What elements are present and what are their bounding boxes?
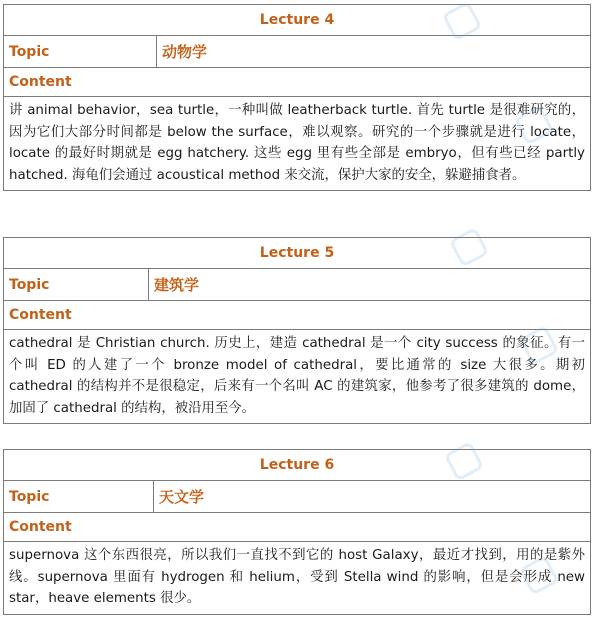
topic-row bbox=[4, 481, 590, 513]
topic-value: 建筑学 bbox=[154, 276, 200, 294]
lecture-5-table bbox=[3, 237, 591, 424]
topic-label: Topic bbox=[4, 36, 157, 67]
content-label: Content bbox=[4, 513, 590, 542]
content-label: Content bbox=[4, 68, 590, 97]
content-text: supernova 这个东西很亮，所以我们一直找不到它的 host Galaxy，最近才找到，用的是紫外线。supernova 里面有 hydrogen 和 helium，受到 Stella wind 的影响，但是会形成 new star，heave elements 很少。 bbox=[9, 548, 585, 606]
lecture-4-table bbox=[3, 4, 591, 191]
lecture-title: Lecture 4 bbox=[4, 5, 590, 36]
topic-row bbox=[4, 36, 590, 68]
topic-value: 动物学 bbox=[162, 43, 208, 61]
topic-label: Topic bbox=[4, 269, 149, 300]
content-text: 讲 animal behavior，sea turtle，一种叫做 leatherback turtle. 首先 turtle 是很难研究的，因为它们大部分时间都是 below the surface，难以观察。研究的一个步骤就是进行 locate，locate 的最好时期就是 egg hatchery. 这些 egg 里有些全部是 embryo，但有些已经 partly hatched. 海龟们会通过 acoustical method 来交流，保护大家的安全，躲避捕食者。 bbox=[9, 103, 585, 183]
lecture-6-table bbox=[3, 449, 591, 615]
topic-label: Topic bbox=[4, 481, 154, 512]
topic-value: 天文学 bbox=[159, 488, 205, 506]
topic-row bbox=[4, 269, 590, 301]
lecture-title: Lecture 6 bbox=[4, 450, 590, 481]
content-label: Content bbox=[4, 301, 590, 330]
content-text: cathedral 是 Christian church. 历史上，建造 cathedral 是一个 city success 的象征。有一个叫 ED 的人建了一个 bronze model of cathedral，要比通常的 size 大很多。期初 cathedral 的结构并不是很稳定，后来有一个名叫 AC 的建筑家，他参考了很多建筑的 dome，加固了 cathedral 的结构，被沿用至今。 bbox=[9, 336, 585, 416]
lecture-title: Lecture 5 bbox=[4, 238, 590, 269]
